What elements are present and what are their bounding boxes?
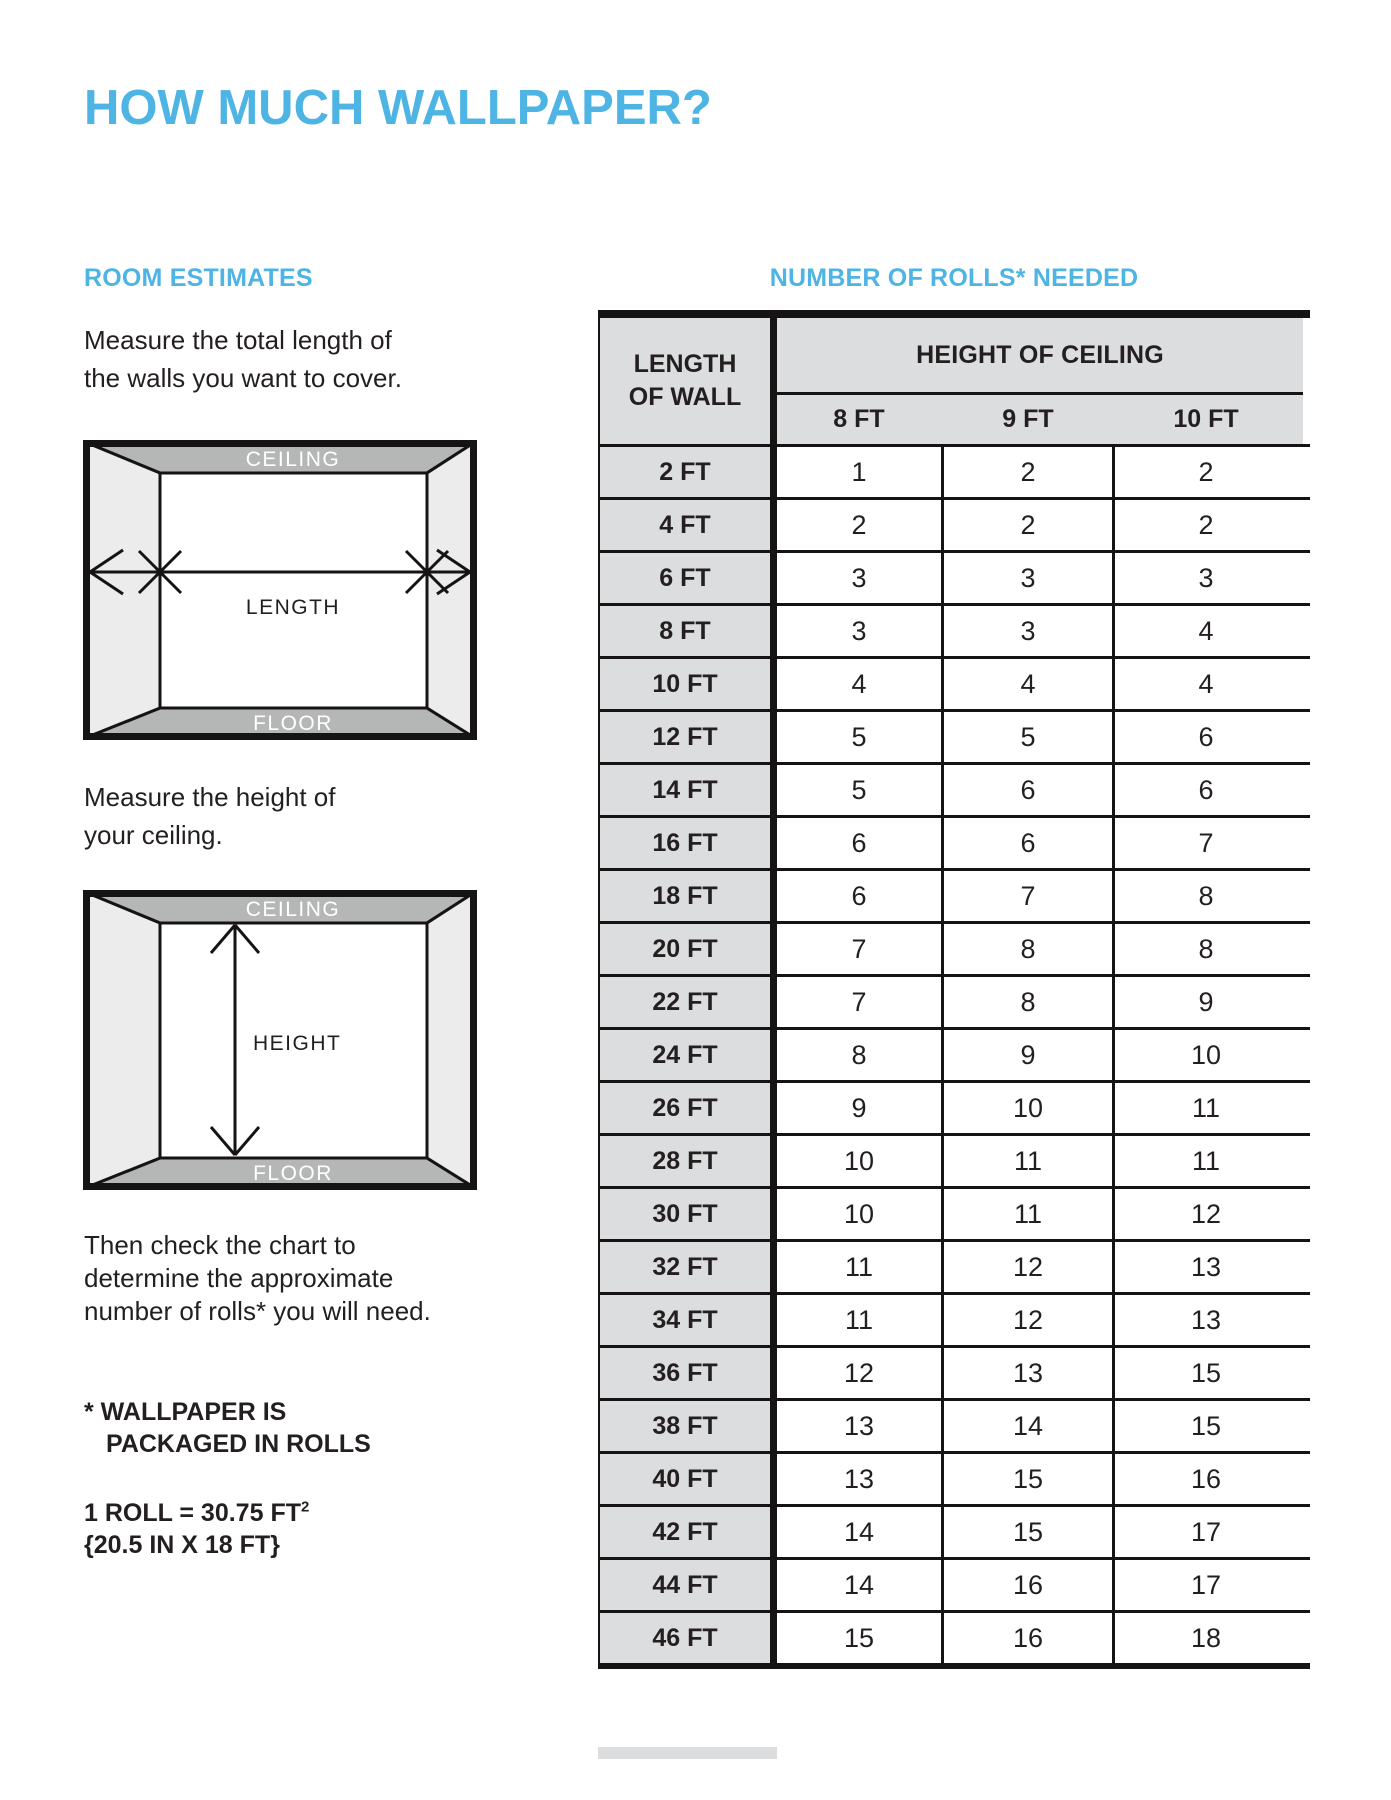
left-wall bbox=[85, 892, 160, 1188]
table-row bbox=[600, 1080, 1310, 1133]
table-row bbox=[600, 762, 1310, 815]
cell-rolls-8ft: 6 bbox=[777, 871, 944, 921]
table-row bbox=[600, 921, 1310, 974]
cell-rolls-10ft: 2 bbox=[1115, 447, 1297, 497]
column-header-9ft: 9 FT bbox=[1002, 405, 1054, 433]
cell-rolls-9ft: 11 bbox=[944, 1136, 1115, 1186]
cell-rolls-9ft: 3 bbox=[944, 553, 1115, 603]
row-label-wall-length: 2 FT bbox=[600, 447, 777, 497]
cell-rolls-8ft: 7 bbox=[777, 977, 944, 1027]
section-heading-rolls-needed: NUMBER OF ROLLS* NEEDED bbox=[769, 264, 1139, 292]
page-title: HOW MUCH WALLPAPER? bbox=[84, 81, 712, 135]
row-label-wall-length: 16 FT bbox=[600, 818, 777, 868]
table-row bbox=[600, 656, 1310, 709]
table-row bbox=[600, 1133, 1310, 1186]
row-label-wall-length: 20 FT bbox=[600, 924, 777, 974]
row-label-wall-length: 46 FT bbox=[600, 1613, 777, 1663]
cell-rolls-9ft: 14 bbox=[944, 1401, 1115, 1451]
right-wall bbox=[427, 442, 475, 738]
cell-rolls-8ft: 5 bbox=[777, 712, 944, 762]
instruction-line: determine the approximate bbox=[84, 1263, 394, 1293]
cell-rolls-9ft: 9 bbox=[944, 1030, 1115, 1080]
cell-rolls-9ft: 15 bbox=[944, 1507, 1115, 1557]
height-label: HEIGHT bbox=[253, 1032, 342, 1055]
corner-header-line: LENGTH bbox=[633, 350, 737, 378]
back-wall bbox=[160, 473, 427, 708]
table-row bbox=[600, 1610, 1310, 1663]
footnote-line: PACKAGED IN ROLLS bbox=[106, 1430, 371, 1458]
row-label-wall-length: 24 FT bbox=[600, 1030, 777, 1080]
table-row bbox=[600, 1186, 1310, 1239]
cell-rolls-10ft: 11 bbox=[1115, 1136, 1297, 1186]
superscript-2: 2 bbox=[300, 1498, 310, 1516]
row-label-wall-length: 40 FT bbox=[600, 1454, 777, 1504]
cell-rolls-9ft: 13 bbox=[944, 1348, 1115, 1398]
table-row bbox=[600, 868, 1310, 921]
cell-rolls-10ft: 11 bbox=[1115, 1083, 1297, 1133]
section-heading-room-estimates: ROOM ESTIMATES bbox=[84, 264, 313, 292]
ceiling-label: CEILING bbox=[245, 448, 341, 471]
row-label-wall-length: 42 FT bbox=[600, 1507, 777, 1557]
cell-rolls-10ft: 15 bbox=[1115, 1401, 1297, 1451]
row-label-wall-length: 30 FT bbox=[600, 1189, 777, 1239]
cell-rolls-10ft: 6 bbox=[1115, 712, 1297, 762]
cell-rolls-8ft: 15 bbox=[777, 1613, 944, 1663]
cell-rolls-9ft: 4 bbox=[944, 659, 1115, 709]
corner-header-length-of-wall bbox=[600, 318, 777, 444]
cell-rolls-8ft: 14 bbox=[777, 1507, 944, 1557]
cell-rolls-10ft: 16 bbox=[1115, 1454, 1297, 1504]
row-label-wall-length: 12 FT bbox=[600, 712, 777, 762]
cell-rolls-8ft: 10 bbox=[777, 1189, 944, 1239]
row-label-wall-length: 6 FT bbox=[600, 553, 777, 603]
instruction-line: Measure the height of bbox=[84, 782, 336, 812]
instruction-measure-height bbox=[84, 778, 336, 854]
row-label-wall-length: 44 FT bbox=[600, 1560, 777, 1610]
instruction-line: Then check the chart to bbox=[84, 1230, 356, 1260]
table-row bbox=[600, 815, 1310, 868]
cell-rolls-9ft: 10 bbox=[944, 1083, 1115, 1133]
table-row bbox=[600, 550, 1310, 603]
row-label-wall-length: 28 FT bbox=[600, 1136, 777, 1186]
cell-rolls-8ft: 7 bbox=[777, 924, 944, 974]
cell-rolls-10ft: 18 bbox=[1115, 1613, 1297, 1663]
cell-rolls-10ft: 3 bbox=[1115, 553, 1297, 603]
table-row bbox=[600, 1504, 1310, 1557]
left-wall bbox=[85, 442, 160, 738]
column-header-8ft: 8 FT bbox=[833, 405, 885, 433]
cell-rolls-10ft: 8 bbox=[1115, 924, 1297, 974]
footnote-line: * WALLPAPER IS bbox=[84, 1398, 287, 1426]
cell-rolls-9ft: 6 bbox=[944, 765, 1115, 815]
cell-rolls-10ft: 17 bbox=[1115, 1507, 1297, 1557]
cell-rolls-9ft: 2 bbox=[944, 447, 1115, 497]
cell-rolls-9ft: 3 bbox=[944, 606, 1115, 656]
ceiling-header-group bbox=[777, 318, 1303, 444]
roll-equation: 1 ROLL = 30.75 $FT^2$ bbox=[84, 1498, 310, 1527]
table-header bbox=[600, 318, 1310, 444]
instruction-line: your ceiling. bbox=[84, 820, 223, 850]
row-label-wall-length: 8 FT bbox=[600, 606, 777, 656]
table-left-column-tail bbox=[598, 1747, 777, 1759]
table-row bbox=[600, 1292, 1310, 1345]
cell-rolls-8ft: 6 bbox=[777, 818, 944, 868]
cell-rolls-8ft: 3 bbox=[777, 553, 944, 603]
cell-rolls-8ft: 3 bbox=[777, 606, 944, 656]
cell-rolls-10ft: 6 bbox=[1115, 765, 1297, 815]
cell-rolls-8ft: 8 bbox=[777, 1030, 944, 1080]
cell-rolls-10ft: 2 bbox=[1115, 500, 1297, 550]
row-label-wall-length: 10 FT bbox=[600, 659, 777, 709]
cell-rolls-9ft: 7 bbox=[944, 871, 1115, 921]
cell-rolls-9ft: 16 bbox=[944, 1560, 1115, 1610]
row-label-wall-length: 18 FT bbox=[600, 871, 777, 921]
row-label-wall-length: 32 FT bbox=[600, 1242, 777, 1292]
floor-label: FLOOR bbox=[253, 712, 333, 735]
cell-rolls-9ft: 8 bbox=[944, 977, 1115, 1027]
cell-rolls-10ft: 4 bbox=[1115, 606, 1297, 656]
table-row bbox=[600, 1398, 1310, 1451]
cell-rolls-8ft: 4 bbox=[777, 659, 944, 709]
group-header-height-of-ceiling: HEIGHT OF CEILING bbox=[777, 318, 1303, 395]
row-label-wall-length: 38 FT bbox=[600, 1401, 777, 1451]
table-row bbox=[600, 709, 1310, 762]
cell-rolls-8ft: 13 bbox=[777, 1401, 944, 1451]
cell-rolls-8ft: 1 bbox=[777, 447, 944, 497]
table-row bbox=[600, 1027, 1310, 1080]
table-body bbox=[600, 444, 1310, 1663]
row-label-wall-length: 26 FT bbox=[600, 1083, 777, 1133]
cell-rolls-10ft: 4 bbox=[1115, 659, 1297, 709]
footnote-wallpaper-rolls bbox=[84, 1396, 371, 1460]
right-wall bbox=[427, 892, 475, 1188]
cell-rolls-8ft: 10 bbox=[777, 1136, 944, 1186]
cell-rolls-10ft: 8 bbox=[1115, 871, 1297, 921]
floor-label: FLOOR bbox=[253, 1162, 333, 1185]
cell-rolls-9ft: 12 bbox=[944, 1295, 1115, 1345]
cell-rolls-8ft: 14 bbox=[777, 1560, 944, 1610]
cell-rolls-8ft: 5 bbox=[777, 765, 944, 815]
column-header-10ft: 10 FT bbox=[1173, 405, 1239, 433]
table-row bbox=[600, 1239, 1310, 1292]
instruction-line: number of rolls* you will need. bbox=[84, 1296, 431, 1326]
column-headers bbox=[777, 395, 1303, 444]
cell-rolls-8ft: 2 bbox=[777, 500, 944, 550]
cell-rolls-8ft: 13 bbox=[777, 1454, 944, 1504]
cell-rolls-9ft: 15 bbox=[944, 1454, 1115, 1504]
instruction-line: Measure the total length of bbox=[84, 325, 392, 355]
room-length-diagram bbox=[83, 440, 477, 740]
cell-rolls-9ft: 2 bbox=[944, 500, 1115, 550]
table-row bbox=[600, 1557, 1310, 1610]
cell-rolls-8ft: 11 bbox=[777, 1295, 944, 1345]
cell-rolls-9ft: 5 bbox=[944, 712, 1115, 762]
cell-rolls-10ft: 13 bbox=[1115, 1295, 1297, 1345]
cell-rolls-9ft: 12 bbox=[944, 1242, 1115, 1292]
cell-rolls-10ft: 17 bbox=[1115, 1560, 1297, 1610]
row-label-wall-length: 4 FT bbox=[600, 500, 777, 550]
row-label-wall-length: 36 FT bbox=[600, 1348, 777, 1398]
cell-rolls-9ft: 6 bbox=[944, 818, 1115, 868]
row-label-wall-length: 22 FT bbox=[600, 977, 777, 1027]
cell-rolls-10ft: 9 bbox=[1115, 977, 1297, 1027]
instruction-measure-length bbox=[84, 321, 402, 397]
cell-rolls-8ft: 12 bbox=[777, 1348, 944, 1398]
roll-size-info bbox=[84, 1497, 309, 1561]
rolls-table bbox=[598, 310, 1310, 1669]
room-height-diagram bbox=[83, 890, 477, 1190]
cell-rolls-8ft: 11 bbox=[777, 1242, 944, 1292]
instruction-check-chart bbox=[84, 1229, 431, 1328]
table-row bbox=[600, 444, 1310, 497]
length-label: LENGTH bbox=[245, 596, 341, 619]
cell-rolls-9ft: 11 bbox=[944, 1189, 1115, 1239]
row-label-wall-length: 34 FT bbox=[600, 1295, 777, 1345]
cell-rolls-10ft: 10 bbox=[1115, 1030, 1297, 1080]
ceiling-label: CEILING bbox=[245, 898, 341, 921]
table-row bbox=[600, 1451, 1310, 1504]
table-row bbox=[600, 497, 1310, 550]
table-row bbox=[600, 603, 1310, 656]
table-row bbox=[600, 1345, 1310, 1398]
row-label-wall-length: 14 FT bbox=[600, 765, 777, 815]
cell-rolls-8ft: 9 bbox=[777, 1083, 944, 1133]
cell-rolls-10ft: 13 bbox=[1115, 1242, 1297, 1292]
cell-rolls-10ft: 12 bbox=[1115, 1189, 1297, 1239]
instruction-line: the walls you want to cover. bbox=[84, 363, 402, 393]
cell-rolls-10ft: 15 bbox=[1115, 1348, 1297, 1398]
table-row bbox=[600, 974, 1310, 1027]
cell-rolls-9ft: 8 bbox=[944, 924, 1115, 974]
corner-header-line: OF WALL bbox=[628, 383, 742, 411]
cell-rolls-9ft: 16 bbox=[944, 1613, 1115, 1663]
roll-dimensions: {20.5 IN X 18 FT} bbox=[84, 1531, 280, 1559]
cell-rolls-10ft: 7 bbox=[1115, 818, 1297, 868]
